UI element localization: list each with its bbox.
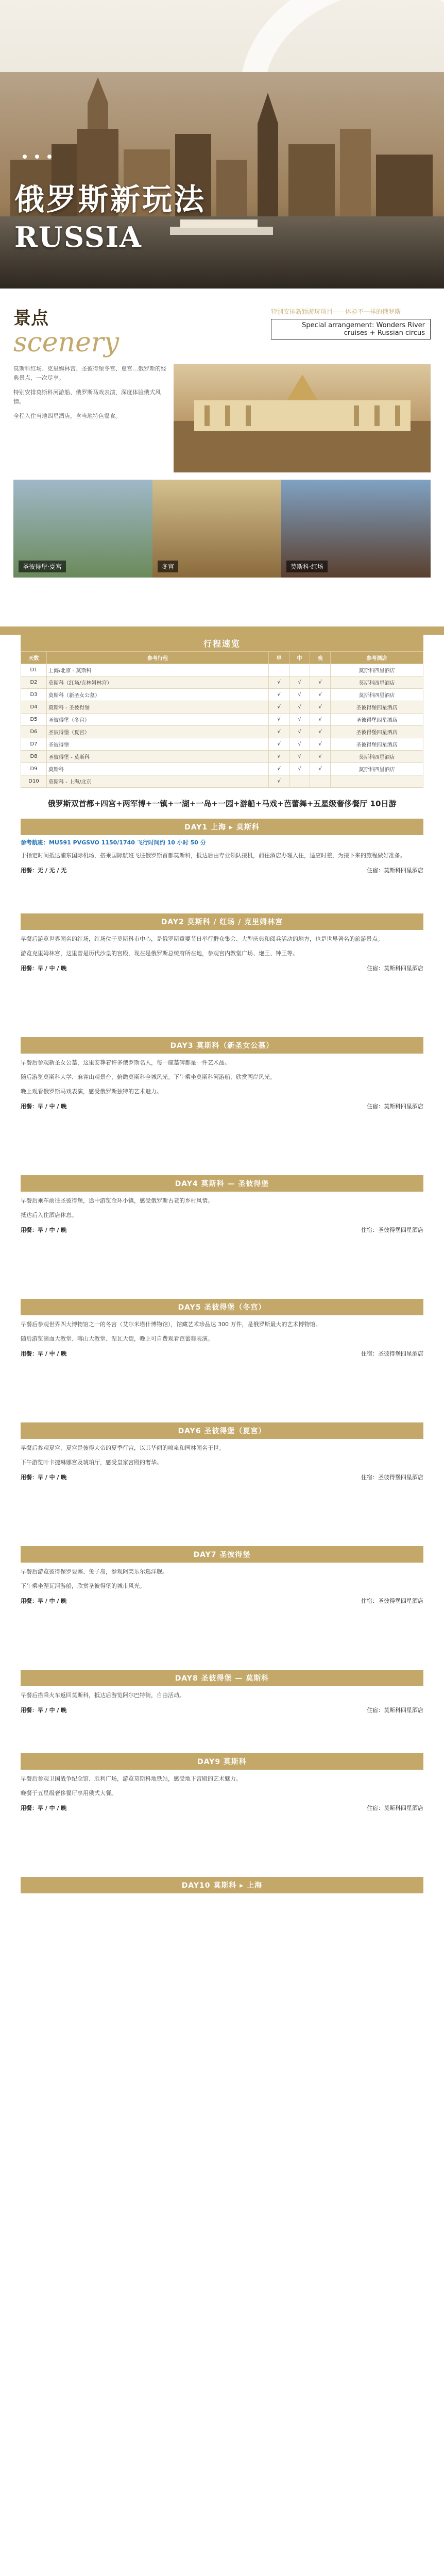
itinerary-cell: √ bbox=[310, 689, 331, 701]
itinerary-cell: √ bbox=[310, 738, 331, 751]
header-lunch: 中 bbox=[289, 652, 310, 664]
itinerary-cell: 莫斯科 - 圣彼得堡 bbox=[47, 701, 269, 714]
itinerary-cell: √ bbox=[310, 751, 331, 763]
itinerary-cell: √ bbox=[269, 751, 289, 763]
itinerary-cell: D2 bbox=[21, 676, 47, 689]
day-paragraph: 早餐后游览世界闻名的红场，红场位于莫斯科市中心，是俄罗斯重要节日举行群众集会、大型庆典和阅兵活动的地方，也是世界著名的旅游景点。 bbox=[21, 936, 383, 942]
itinerary-cell: √ bbox=[269, 775, 289, 788]
itinerary-cell: √ bbox=[269, 726, 289, 738]
itinerary-cell: 莫斯科（新圣女公墓） bbox=[47, 689, 269, 701]
day-meal: 用餐：早 / 中 / 晚 bbox=[21, 1474, 67, 1481]
day-spacer bbox=[21, 1605, 423, 1662]
scenery-photo-strip bbox=[13, 480, 431, 578]
day-meal: 用餐：早 / 中 / 晚 bbox=[21, 1227, 67, 1233]
scenery-tag-1: 圣彼得堡·夏宫 bbox=[19, 561, 66, 572]
day-spacer bbox=[21, 1893, 423, 1924]
day-paragraph: 于指定时间抵达浦东国际机场，搭乘国际航班飞往俄罗斯首都莫斯科，抵达后由专业领队接机，前往酒店办理入住，适应时差，为接下来的旅程做好准备。 bbox=[21, 852, 406, 859]
day-spacer bbox=[21, 1110, 423, 1167]
day-meal-hotel bbox=[21, 1473, 423, 1481]
itinerary-cell: √ bbox=[289, 701, 310, 714]
day-hotel: 住宿：莫斯科四星酒店 bbox=[367, 1103, 423, 1110]
day-meal-hotel bbox=[21, 1349, 423, 1358]
day-block bbox=[21, 1546, 423, 1662]
day-block bbox=[21, 1175, 423, 1291]
scenery-text-3: 全程入住当地四星酒店，含当地特色餐食。 bbox=[13, 413, 121, 419]
day-paragraph: 早餐后参观新圣女公墓，这里安葬着许多俄罗斯名人，每一座墓碑都是一件艺术品。 bbox=[21, 1059, 230, 1066]
itinerary-cell: D3 bbox=[21, 689, 47, 701]
itinerary-cell: 莫斯科四星酒店 bbox=[331, 664, 423, 676]
itinerary-row bbox=[21, 714, 423, 726]
itinerary-cell: 莫斯科（红场/克林姆林宫） bbox=[47, 676, 269, 689]
day-meal-hotel bbox=[21, 964, 423, 972]
day-hotel: 住宿：圣彼得堡四星酒店 bbox=[361, 1598, 423, 1604]
day-block bbox=[21, 1877, 423, 1924]
itinerary-cell: 莫斯科四星酒店 bbox=[331, 763, 423, 775]
day-meal-hotel bbox=[21, 1597, 423, 1605]
day-paragraph: 早餐后参观世界四大博物馆之一的冬宫（艾尔米塔什博物馆），馆藏艺术珍品达 300 万件，是俄罗斯最大的艺术博物馆。 bbox=[21, 1321, 321, 1328]
scenery-title bbox=[13, 304, 119, 356]
scenery-title-en: scenery bbox=[13, 327, 119, 358]
itinerary-cell: √ bbox=[289, 714, 310, 726]
day-meal-hotel bbox=[21, 1102, 423, 1110]
itinerary-cell: √ bbox=[269, 689, 289, 701]
itinerary-cell: 圣彼得堡四星酒店 bbox=[331, 726, 423, 738]
day-block bbox=[21, 1422, 423, 1538]
day-block bbox=[21, 819, 423, 905]
itinerary-cell: 莫斯科 bbox=[47, 763, 269, 775]
itinerary-cell: 莫斯科四星酒店 bbox=[331, 676, 423, 689]
scenery-photo-1 bbox=[13, 480, 152, 578]
day-spacer bbox=[21, 1481, 423, 1538]
hero-title-cn: 俄罗斯新玩法 bbox=[14, 182, 207, 217]
scenery-note-top: 特别安排新颖游玩项目——体验不一样的俄罗斯 bbox=[271, 308, 401, 315]
day-meal: 用餐：早 / 中 / 晚 bbox=[21, 1103, 67, 1110]
itinerary-section bbox=[0, 635, 444, 788]
day-hotel: 住宿：莫斯科四星酒店 bbox=[367, 1805, 423, 1811]
itinerary-table bbox=[21, 651, 423, 788]
day-hotel: 住宿：莫斯科四星酒店 bbox=[367, 867, 423, 874]
scenery-text-1: 莫斯科红场、克里姆林宫、圣彼得堡冬宫、夏宫…俄罗斯的经典景点，一次尽享。 bbox=[13, 365, 166, 381]
day-list bbox=[21, 819, 423, 1924]
day-meal-hotel bbox=[21, 1226, 423, 1234]
day-meal: 用餐：无 / 无 / 无 bbox=[21, 867, 67, 874]
itinerary-row bbox=[21, 664, 423, 676]
itinerary-cell: √ bbox=[269, 701, 289, 714]
itinerary-cell: √ bbox=[289, 689, 310, 701]
day-meal: 用餐：早 / 中 / 晚 bbox=[21, 1805, 67, 1811]
itinerary-cell: √ bbox=[289, 738, 310, 751]
header-route: 参考行程 bbox=[47, 652, 269, 664]
day-spacer bbox=[21, 1714, 423, 1745]
itinerary-row bbox=[21, 689, 423, 701]
itinerary-cell: D1 bbox=[21, 664, 47, 676]
itinerary-cell: D10 bbox=[21, 775, 47, 788]
hero-banner bbox=[0, 0, 444, 289]
itinerary-cell: √ bbox=[289, 676, 310, 689]
day-meal-hotel bbox=[21, 1804, 423, 1812]
day-block bbox=[21, 1670, 423, 1745]
dot-icon bbox=[23, 155, 27, 159]
day-block bbox=[21, 1299, 423, 1414]
day-paragraph: 下午乘坐涅瓦河游船，欣赏圣彼得堡的城市风光。 bbox=[21, 1583, 145, 1589]
day-title: DAY1 上海 ▸ 莫斯科 bbox=[21, 819, 423, 835]
itinerary-cell: √ bbox=[289, 751, 310, 763]
hero-title bbox=[14, 175, 282, 253]
itinerary-cell: √ bbox=[269, 738, 289, 751]
day-hotel: 住宿：莫斯科四星酒店 bbox=[367, 1707, 423, 1714]
day-hotel: 住宿：圣彼得堡四星酒店 bbox=[361, 1474, 423, 1481]
scenery-tag-3: 莫斯科·红场 bbox=[286, 561, 328, 572]
day-title: DAY9 莫斯科 bbox=[21, 1753, 423, 1770]
itinerary-cell: 圣彼得堡 - 莫斯科 bbox=[47, 751, 269, 763]
itinerary-cell: √ bbox=[269, 676, 289, 689]
separator-bar bbox=[0, 626, 444, 635]
day-block bbox=[21, 1037, 423, 1167]
itinerary-cell: √ bbox=[269, 763, 289, 775]
day-paragraph: 抵达后入住酒店休息。 bbox=[21, 1212, 77, 1218]
day-meal: 用餐：早 / 中 / 晚 bbox=[21, 965, 67, 972]
itinerary-cell: 圣彼得堡（冬宫） bbox=[47, 714, 269, 726]
day-block bbox=[21, 913, 423, 1029]
header-breakfast: 早 bbox=[269, 652, 289, 664]
itinerary-cell: 圣彼得堡四星酒店 bbox=[331, 714, 423, 726]
itinerary-cell bbox=[289, 664, 310, 676]
day-paragraph: 早餐后参观夏宫，夏宫是彼得大帝的夏季行宫，以其华丽的喷泉和园林闻名于世。 bbox=[21, 1445, 225, 1451]
day-title: DAY7 圣彼得堡 bbox=[21, 1546, 423, 1563]
day-spacer bbox=[21, 972, 423, 1029]
itinerary-cell: D8 bbox=[21, 751, 47, 763]
day-hotel: 住宿：莫斯科四星酒店 bbox=[367, 965, 423, 972]
day-spacer bbox=[21, 874, 423, 905]
itinerary-cell bbox=[310, 664, 331, 676]
itinerary-row bbox=[21, 738, 423, 751]
itinerary-cell: 圣彼得堡四星酒店 bbox=[331, 701, 423, 714]
flight-info: 参考航班：MU591 PVGSVO 1150/1740 飞行时间约 10 小时 50 分 bbox=[21, 839, 206, 846]
day-title: DAY4 莫斯科 — 圣彼得堡 bbox=[21, 1175, 423, 1192]
itinerary-cell: D7 bbox=[21, 738, 47, 751]
itinerary-title: 行程速览 bbox=[21, 635, 423, 651]
hero-title-en: RUSSIA bbox=[14, 221, 142, 253]
day-spacer bbox=[21, 1812, 423, 1869]
hero-dots bbox=[23, 155, 52, 159]
itinerary-row bbox=[21, 751, 423, 763]
day-title: DAY8 圣彼得堡 — 莫斯科 bbox=[21, 1670, 423, 1686]
itinerary-cell: D4 bbox=[21, 701, 47, 714]
day-paragraph: 随后游览滴血大教堂、喀山大教堂、涅瓦大街，晚上可自费观看芭蕾舞表演。 bbox=[21, 1335, 213, 1342]
page-footer bbox=[0, 1924, 444, 1945]
itinerary-row bbox=[21, 676, 423, 689]
itinerary-cell bbox=[310, 775, 331, 788]
itinerary-cell: 莫斯科 - 上海/北京 bbox=[47, 775, 269, 788]
itinerary-cell: 上海/北京 - 莫斯科 bbox=[47, 664, 269, 676]
scenery-header bbox=[13, 304, 431, 356]
itinerary-row bbox=[21, 726, 423, 738]
itinerary-cell: √ bbox=[310, 763, 331, 775]
itinerary-cell: 圣彼得堡 bbox=[47, 738, 269, 751]
itinerary-cell: √ bbox=[289, 726, 310, 738]
itinerary-cell: 莫斯科四星酒店 bbox=[331, 689, 423, 701]
scenery-title-cn: 景点 bbox=[13, 308, 48, 329]
day-title: DAY2 莫斯科 / 红场 / 克里姆林宫 bbox=[21, 913, 423, 930]
day-paragraph: 下午游览叶卡捷琳娜宫及琥珀厅，感受皇家宫殿的奢华。 bbox=[21, 1459, 162, 1466]
day-spacer bbox=[21, 1358, 423, 1414]
day-meal: 用餐：早 / 中 / 晚 bbox=[21, 1598, 67, 1604]
day-paragraph: 游览克里姆林宫，这里曾是历代沙皇的宫殿，现在是俄罗斯总统府所在地，参观宫内教堂广场、炮王、钟王等。 bbox=[21, 950, 298, 957]
itinerary-cell: D6 bbox=[21, 726, 47, 738]
itinerary-cell: √ bbox=[269, 714, 289, 726]
header-hotel: 参考酒店 bbox=[331, 652, 423, 664]
scenery-text bbox=[13, 364, 167, 472]
itinerary-row bbox=[21, 763, 423, 775]
itinerary-cell: D9 bbox=[21, 763, 47, 775]
itinerary-cell: √ bbox=[289, 763, 310, 775]
day-meal-hotel bbox=[21, 866, 423, 874]
itinerary-cell bbox=[269, 664, 289, 676]
scenery-photo-main bbox=[174, 364, 431, 472]
scenery-body bbox=[13, 364, 431, 472]
itinerary-cell: √ bbox=[310, 726, 331, 738]
scenery-note-box: Special arrangement: Wonders River cruises + Russian circus bbox=[271, 319, 431, 340]
itinerary-cell bbox=[289, 775, 310, 788]
itinerary-row bbox=[21, 775, 423, 788]
day-hotel: 住宿：圣彼得堡四星酒店 bbox=[361, 1227, 423, 1233]
detail-section bbox=[0, 788, 444, 1924]
itinerary-cell: D5 bbox=[21, 714, 47, 726]
scenery-section bbox=[0, 289, 444, 608]
day-title: DAY10 莫斯科 ▸ 上海 bbox=[21, 1877, 423, 1893]
dot-icon bbox=[35, 155, 39, 159]
palace-image bbox=[174, 364, 431, 472]
scenery-tag-2: 冬宫 bbox=[158, 561, 178, 572]
scenery-text-2: 特别安排莫斯科河游船、俄罗斯马戏表演，深度体验俄式风情。 bbox=[13, 389, 161, 405]
day-title: DAY6 圣彼得堡（夏宫） bbox=[21, 1422, 423, 1439]
day-title: DAY3 莫斯科（新圣女公墓） bbox=[21, 1037, 423, 1054]
itinerary-cell: √ bbox=[310, 714, 331, 726]
day-block bbox=[21, 1753, 423, 1869]
dot-icon bbox=[47, 155, 52, 159]
day-paragraph: 早餐后参观卫国战争纪念馆、胜利广场，游览莫斯科地铁站，感受地下宫殿的艺术魅力。 bbox=[21, 1775, 242, 1782]
scenery-photo-2 bbox=[152, 480, 281, 578]
itinerary-body bbox=[21, 664, 423, 788]
day-title: DAY5 圣彼得堡（冬宫） bbox=[21, 1299, 423, 1315]
header-day: 天数 bbox=[21, 652, 47, 664]
itinerary-row bbox=[21, 701, 423, 714]
detail-intro-title: 俄罗斯双首都+四宫+两军博+一镇+一湖+一岛+一园+游船+马戏+芭蕾舞+五星级奢侈餐厅 10日游 bbox=[47, 799, 397, 808]
day-meal: 用餐：早 / 中 / 晚 bbox=[21, 1707, 67, 1714]
scenery-note bbox=[271, 304, 431, 356]
day-paragraph: 晚上观看俄罗斯马戏表演，感受俄罗斯独特的艺术魅力。 bbox=[21, 1088, 162, 1095]
itinerary-cell bbox=[331, 775, 423, 788]
day-paragraph: 早餐后乘车前往圣彼得堡，途中游览金环小镇，感受俄罗斯古老的乡村风情。 bbox=[21, 1197, 213, 1204]
itinerary-cell: 莫斯科四星酒店 bbox=[331, 751, 423, 763]
header-dinner: 晚 bbox=[310, 652, 331, 664]
itinerary-cell: 圣彼得堡（夏宫） bbox=[47, 726, 269, 738]
day-paragraph: 早餐后游览彼得保罗要塞、兔子岛，参观阿芙乐尔巡洋舰。 bbox=[21, 1568, 168, 1575]
day-spacer bbox=[21, 1234, 423, 1291]
day-hotel: 住宿：圣彼得堡四星酒店 bbox=[361, 1350, 423, 1357]
itinerary-cell: √ bbox=[310, 676, 331, 689]
itinerary-cell: 圣彼得堡四星酒店 bbox=[331, 738, 423, 751]
itinerary-header-row bbox=[21, 652, 423, 664]
scenery-photo-3 bbox=[281, 480, 431, 578]
day-paragraph: 随后游览莫斯科大学、麻雀山观景台，俯瞰莫斯科全城风光。下午乘坐莫斯科河游船，欣赏两岸风光。 bbox=[21, 1074, 276, 1080]
day-paragraph: 晚餐于五星级奢侈餐厅享用俄式大餐。 bbox=[21, 1790, 117, 1797]
day-meal: 用餐：早 / 中 / 晚 bbox=[21, 1350, 67, 1357]
day-paragraph: 早餐后搭乘火车返回莫斯科，抵达后游览阿尔巴特街，自由活动。 bbox=[21, 1692, 185, 1699]
day-meal-hotel bbox=[21, 1706, 423, 1714]
itinerary-cell: √ bbox=[310, 701, 331, 714]
